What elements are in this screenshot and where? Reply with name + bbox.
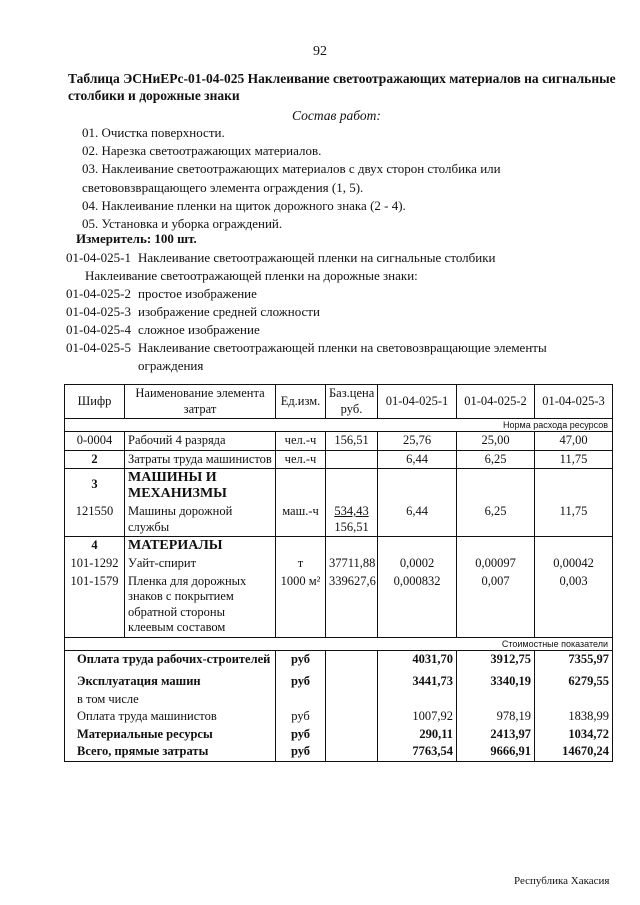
cell-name: Уайт-спирит	[125, 555, 276, 573]
table-section-row	[65, 537, 613, 556]
cell-price: 156,51	[326, 432, 378, 451]
code-group-heading: Наклеивание светоотражающей пленки на дорожные знаки:	[85, 268, 418, 283]
cell-value: 0,00042	[535, 555, 613, 573]
table-section-row	[65, 469, 613, 504]
code: 01-04-025-1	[66, 250, 131, 265]
code-row	[66, 339, 596, 375]
cost-value: 1007,92	[378, 708, 457, 726]
code-list	[66, 249, 596, 375]
header-col2: 01-04-025-2	[457, 385, 535, 419]
work-composition-heading: Состав работ:	[292, 108, 381, 123]
cell-unit: 1000 м²	[276, 573, 326, 638]
price-top: 534,43	[334, 504, 369, 518]
cell-unit: маш.-ч	[276, 503, 326, 537]
code-row	[66, 249, 596, 267]
code-description: Наклеивание светоотражающей пленки на световозвращающие элементы ограждения	[138, 340, 547, 373]
table-row	[65, 555, 613, 573]
cost-name: в том числе	[65, 691, 276, 709]
table-title: Таблица ЭСНиЕРс-01-04-025 Наклеивание светоотражающих материалов на сигнальные столбики и дорожные знаки	[68, 71, 616, 103]
cell-price: 339627,6	[326, 573, 378, 638]
header-unit: Ед.изм.	[276, 385, 326, 419]
cost-unit: руб	[276, 668, 326, 691]
cost-row	[65, 650, 613, 668]
cost-unit: руб	[276, 708, 326, 726]
cost-row	[65, 708, 613, 726]
price-bottom: 156,51	[334, 519, 369, 534]
cell-value: 0,00097	[457, 555, 535, 573]
code: 01-04-025-5	[66, 340, 131, 355]
cost-value: 2413,97	[457, 726, 535, 744]
cell-code: 121550	[65, 503, 125, 537]
code-row	[66, 303, 596, 321]
measure-unit: Измеритель: 100 шт.	[76, 231, 197, 246]
cell-name: Рабочий 4 разряда	[125, 432, 276, 451]
work-item: 02. Нарезка светоотражающих материалов.	[82, 143, 322, 159]
cost-value: 1034,72	[535, 726, 613, 744]
cost-unit: руб	[276, 743, 326, 761]
cost-caption: Стоимостные показатели	[65, 637, 613, 650]
cost-name: Оплата труда машинистов	[65, 708, 276, 726]
cell-unit: чел.-ч	[276, 450, 326, 469]
cell-value: 0,000832	[378, 573, 457, 638]
cost-value: 1838,99	[535, 708, 613, 726]
page-number: 92	[313, 44, 327, 59]
table-row	[65, 432, 613, 451]
section-heading: МАШИНЫ И МЕХАНИЗМЫ	[125, 469, 276, 504]
resource-table	[64, 384, 613, 762]
cell-price	[326, 503, 378, 537]
code: 01-04-025-2	[66, 286, 131, 301]
header-code: Шифр	[65, 385, 125, 419]
cell-value: 25,00	[457, 432, 535, 451]
cell-code: 3	[65, 469, 125, 504]
cell-price: 37711,88	[326, 555, 378, 573]
cell-value: 25,76	[378, 432, 457, 451]
cost-row	[65, 668, 613, 691]
code: 01-04-025-3	[66, 304, 131, 319]
cost-unit: руб	[276, 650, 326, 668]
cost-value: 9666,91	[457, 743, 535, 761]
cost-row	[65, 691, 613, 709]
cell-code: 101-1292	[65, 555, 125, 573]
cell-value: 0,003	[535, 573, 613, 638]
cost-value: 6279,55	[535, 668, 613, 691]
code-row	[66, 321, 596, 339]
cell-value: 11,75	[535, 503, 613, 537]
code-description: изображение средней сложности	[138, 304, 320, 319]
header-col3: 01-04-025-3	[535, 385, 613, 419]
cell-value: 6,44	[378, 503, 457, 537]
cost-value: 14670,24	[535, 743, 613, 761]
cell-value: 6,25	[457, 503, 535, 537]
header-base-price: Баз.цена руб.	[326, 385, 378, 419]
code-description: простое изображение	[138, 286, 257, 301]
cell-price	[326, 450, 378, 469]
cell-unit: т	[276, 555, 326, 573]
cost-value: 290,11	[378, 726, 457, 744]
cell-value: 0,0002	[378, 555, 457, 573]
cell-name: Затраты труда машинистов	[125, 450, 276, 469]
cost-caption-row	[65, 637, 613, 650]
cost-value: 7763,54	[378, 743, 457, 761]
cell-unit: чел.-ч	[276, 432, 326, 451]
work-item: 04. Наклеивание пленки на щиток дорожного знака (2 - 4).	[82, 197, 406, 213]
cost-value: 7355,97	[535, 650, 613, 668]
cost-value: 3912,75	[457, 650, 535, 668]
section-heading: МАТЕРИАЛЫ	[125, 537, 276, 556]
work-list	[82, 124, 602, 233]
cost-name: Оплата труда рабочих-строителей	[65, 650, 276, 668]
cell-name: Машины дорожной службы	[125, 503, 276, 537]
cost-name: Всего, прямые затраты	[65, 743, 276, 761]
table-row	[65, 450, 613, 469]
norm-caption-row	[65, 419, 613, 432]
cost-row	[65, 726, 613, 744]
cost-value: 4031,70	[378, 650, 457, 668]
norm-caption: Норма расхода ресурсов	[65, 419, 613, 432]
cell-value: 0,007	[457, 573, 535, 638]
code-row	[66, 267, 596, 285]
cost-unit: руб	[276, 726, 326, 744]
cost-row	[65, 743, 613, 761]
cell-value: 6,25	[457, 450, 535, 469]
cell-code: 4	[65, 537, 125, 556]
cell-name: Пленка для дорожных знаков с покрытием обратной стороны клеевым составом	[125, 573, 276, 638]
cell-value: 47,00	[535, 432, 613, 451]
cell-code: 2	[65, 450, 125, 469]
code: 01-04-025-4	[66, 322, 131, 337]
header-name: Наименование элемента затрат	[125, 385, 276, 419]
table-row	[65, 503, 613, 537]
cost-value: 978,19	[457, 708, 535, 726]
cost-name: Материальные ресурсы	[65, 726, 276, 744]
cell-value: 11,75	[535, 450, 613, 469]
cell-value: 6,44	[378, 450, 457, 469]
cost-value: 3441,73	[378, 668, 457, 691]
work-item: 01. Очистка поверхности.	[82, 125, 225, 140]
cost-value: 3340,19	[457, 668, 535, 691]
page-footer: Республика Хакасия	[514, 875, 610, 887]
cell-code: 0-0004	[65, 432, 125, 451]
code-description: Наклеивание светоотражающей пленки на сигнальные столбики	[138, 250, 496, 265]
table-header-row	[65, 385, 613, 419]
header-col1: 01-04-025-1	[378, 385, 457, 419]
work-item: 05. Установка и уборка ограждений.	[82, 216, 283, 232]
table-row	[65, 573, 613, 638]
code-row	[66, 285, 596, 303]
code-description: сложное изображение	[138, 322, 260, 337]
work-item: 03. Наклеивание светоотражающих материалов с двух сторон столбика или светововзвращающего элемента ограждения (1, 5).	[82, 161, 501, 195]
cell-code: 101-1579	[65, 573, 125, 638]
cost-name: Эксплуатация машин	[65, 668, 276, 691]
